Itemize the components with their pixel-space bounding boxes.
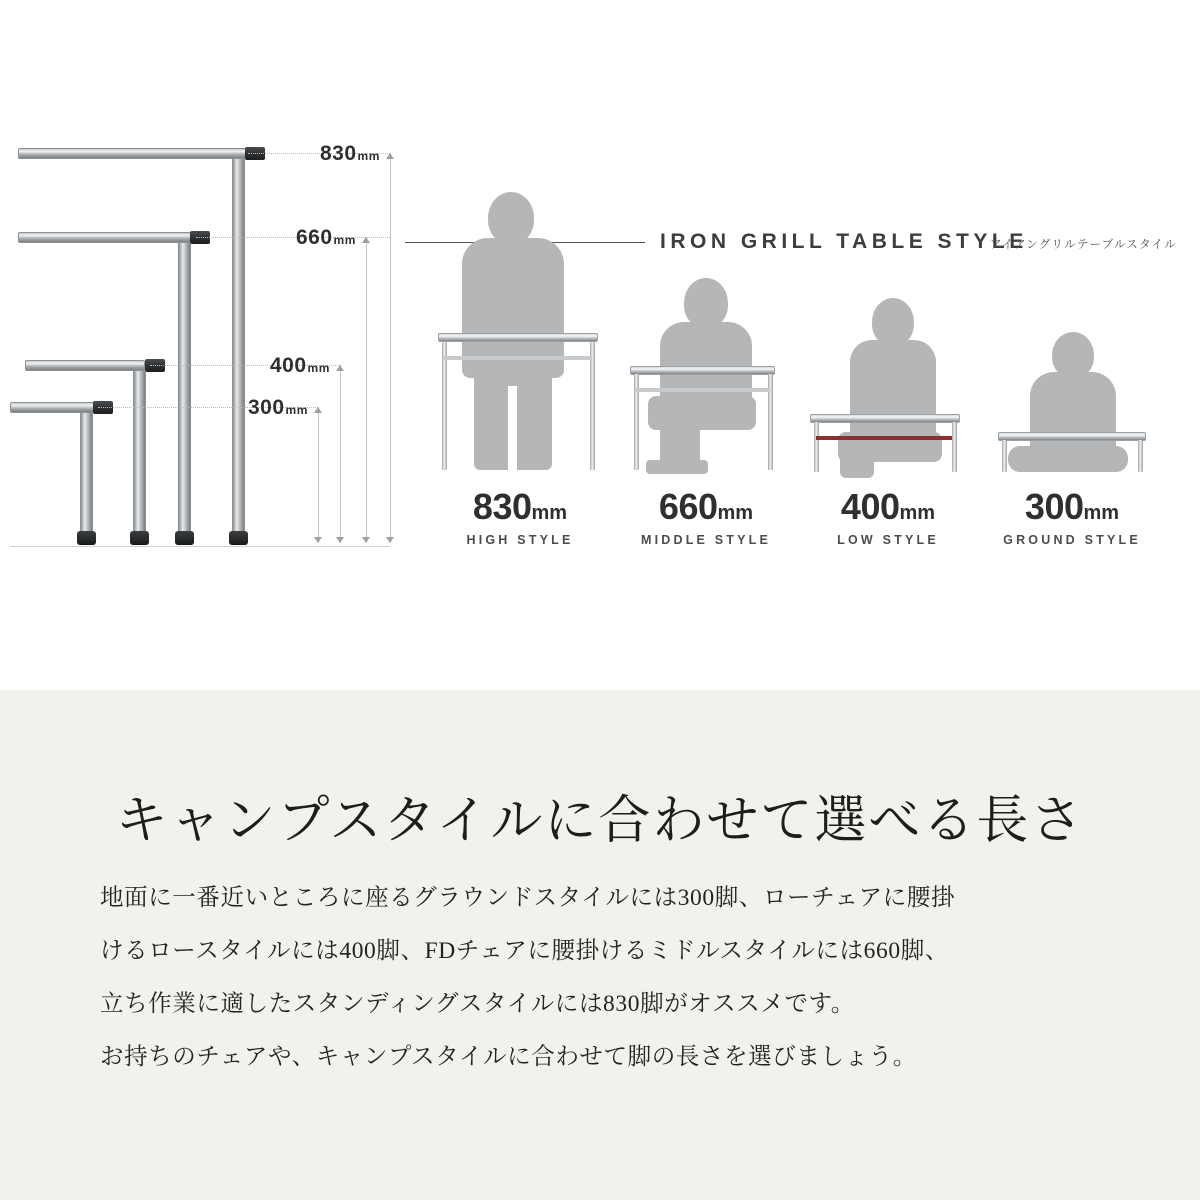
dim-unit-400: mm (307, 361, 330, 375)
dim-unit-660: mm (333, 233, 356, 247)
body-line-3: 立ち作業に適したスタンディングスタイルには830脚がオススメです。 (100, 991, 855, 1017)
dim-value-300: 300 (248, 396, 285, 419)
dim-label-400 (270, 354, 330, 378)
body-line-1: 地面に一番近いところに座るグラウンドスタイルには300脚、ローチェアに腰掛 (100, 885, 956, 911)
measure-value-middle: 660 (658, 486, 718, 527)
style-silhouette-scene (420, 150, 1200, 590)
ground-baseline (10, 546, 390, 547)
measure-middle (606, 486, 806, 547)
measure-high (420, 486, 620, 547)
dim-line-300 (318, 407, 319, 543)
measure-style-low: LOW STYLE (837, 533, 939, 547)
silhouette-head-high (488, 192, 534, 244)
silhouette-head-low (872, 298, 914, 346)
dim-label-660 (296, 226, 356, 250)
dim-unit-830: mm (357, 149, 380, 163)
measure-unit-low: mm (899, 502, 936, 524)
description-panel (0, 690, 1200, 1200)
silhouette-head-middle (684, 278, 728, 328)
measure-style-middle: MIDDLE STYLE (640, 533, 772, 547)
dim-label-830 (320, 142, 380, 166)
leg-height-diagram (0, 120, 420, 560)
dim-label-300 (248, 396, 308, 420)
measure-value-ground: 300 (1024, 486, 1084, 527)
measure-style-ground: GROUND STYLE (1003, 533, 1141, 547)
body-line-4: お持ちのチェアや、キャンプスタイルに合わせて脚の長さを選びましょう。 (100, 1044, 917, 1070)
section-body (100, 872, 1120, 1084)
dim-line-830 (390, 153, 391, 543)
dim-value-830: 830 (320, 142, 357, 165)
scene-subtitle: アイアングリルテーブルスタイル (990, 239, 1177, 251)
leader-660 (196, 237, 390, 238)
measure-value-high: 830 (472, 486, 532, 527)
section-heading: キャンプスタイルに合わせて選べる長さ (115, 793, 1085, 850)
silhouette-shin-low (840, 450, 874, 478)
measure-ground (972, 486, 1172, 547)
dim-line-660 (366, 237, 367, 543)
measure-unit-ground: mm (1083, 502, 1120, 524)
measure-low (788, 486, 988, 547)
scene-title: IRON GRILL TABLE STYLE (660, 230, 1028, 253)
silhouette-lap-ground (1008, 446, 1128, 472)
dim-line-400 (340, 365, 341, 543)
dim-value-660: 660 (296, 226, 333, 249)
silhouette-foot-middle (646, 460, 708, 474)
body-line-2: けるロースタイルには400脚、FDチェアに腰掛けるミドルスタイルには660脚、 (100, 938, 949, 964)
measure-unit-middle: mm (717, 502, 754, 524)
dim-unit-300: mm (285, 403, 308, 417)
silhouette-gap-high (508, 386, 517, 470)
measure-unit-high: mm (531, 502, 568, 524)
measure-value-low: 400 (840, 486, 900, 527)
dim-value-400: 400 (270, 354, 307, 377)
measure-style-high: HIGH STYLE (466, 533, 574, 547)
